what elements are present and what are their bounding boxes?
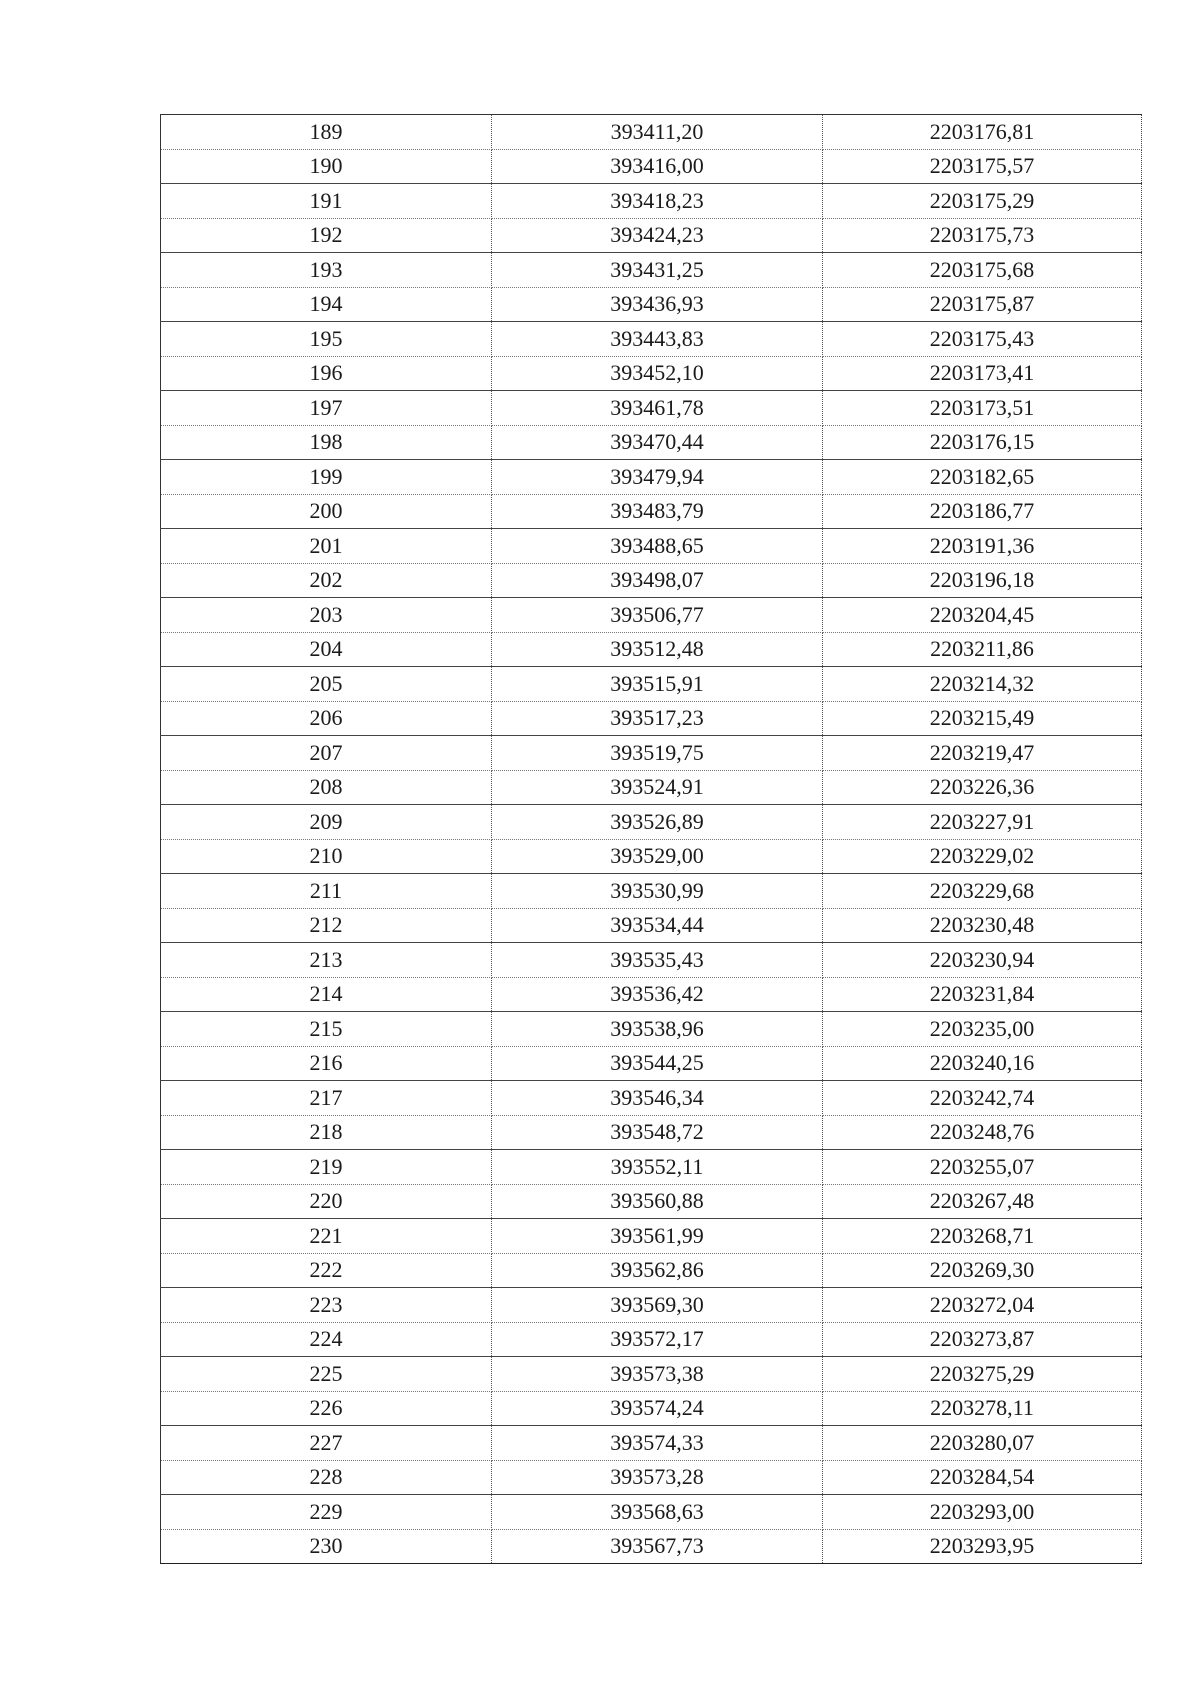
point-number-cell: 211 — [161, 874, 492, 909]
x-coordinate-cell: 393416,00 — [492, 149, 823, 184]
x-coordinate-cell: 393479,94 — [492, 460, 823, 495]
y-coordinate-cell: 2203284,54 — [823, 1460, 1142, 1495]
y-coordinate-cell: 2203268,71 — [823, 1219, 1142, 1254]
x-coordinate-cell: 393569,30 — [492, 1288, 823, 1323]
point-number-cell: 228 — [161, 1460, 492, 1495]
table-row — [161, 701, 1142, 736]
x-coordinate-cell: 393534,44 — [492, 908, 823, 943]
point-number-cell: 215 — [161, 1012, 492, 1047]
point-number-cell: 226 — [161, 1391, 492, 1426]
table-row — [161, 598, 1142, 633]
point-number-cell: 203 — [161, 598, 492, 633]
table-row — [161, 1495, 1142, 1530]
point-number-cell: 216 — [161, 1046, 492, 1081]
table-row — [161, 149, 1142, 184]
y-coordinate-cell: 2203229,68 — [823, 874, 1142, 909]
x-coordinate-cell: 393561,99 — [492, 1219, 823, 1254]
point-number-cell: 195 — [161, 322, 492, 357]
y-coordinate-cell: 2203175,68 — [823, 253, 1142, 288]
point-number-cell: 192 — [161, 218, 492, 253]
y-coordinate-cell: 2203272,04 — [823, 1288, 1142, 1323]
x-coordinate-cell: 393418,23 — [492, 184, 823, 219]
table-row — [161, 1081, 1142, 1116]
x-coordinate-cell: 393443,83 — [492, 322, 823, 357]
y-coordinate-cell: 2203275,29 — [823, 1357, 1142, 1392]
point-number-cell: 223 — [161, 1288, 492, 1323]
y-coordinate-cell: 2203175,29 — [823, 184, 1142, 219]
y-coordinate-cell: 2203175,43 — [823, 322, 1142, 357]
table-row — [161, 839, 1142, 874]
point-number-cell: 204 — [161, 632, 492, 667]
point-number-cell: 201 — [161, 529, 492, 564]
point-number-cell: 202 — [161, 563, 492, 598]
point-number-cell: 230 — [161, 1529, 492, 1564]
y-coordinate-cell: 2203214,32 — [823, 667, 1142, 702]
x-coordinate-cell: 393529,00 — [492, 839, 823, 874]
x-coordinate-cell: 393424,23 — [492, 218, 823, 253]
x-coordinate-cell: 393536,42 — [492, 977, 823, 1012]
y-coordinate-cell: 2203273,87 — [823, 1322, 1142, 1357]
table-row — [161, 1322, 1142, 1357]
point-number-cell: 220 — [161, 1184, 492, 1219]
point-number-cell: 229 — [161, 1495, 492, 1530]
y-coordinate-cell: 2203175,57 — [823, 149, 1142, 184]
y-coordinate-cell: 2203173,51 — [823, 391, 1142, 426]
y-coordinate-cell: 2203230,48 — [823, 908, 1142, 943]
point-number-cell: 208 — [161, 770, 492, 805]
table-row — [161, 770, 1142, 805]
y-coordinate-cell: 2203293,00 — [823, 1495, 1142, 1530]
point-number-cell: 222 — [161, 1253, 492, 1288]
point-number-cell: 194 — [161, 287, 492, 322]
x-coordinate-cell: 393573,28 — [492, 1460, 823, 1495]
table-row — [161, 115, 1142, 150]
x-coordinate-cell: 393515,91 — [492, 667, 823, 702]
y-coordinate-cell: 2203215,49 — [823, 701, 1142, 736]
y-coordinate-cell: 2203182,65 — [823, 460, 1142, 495]
table-row — [161, 1115, 1142, 1150]
table-row — [161, 1012, 1142, 1047]
table-row — [161, 1046, 1142, 1081]
y-coordinate-cell: 2203176,15 — [823, 425, 1142, 460]
y-coordinate-cell: 2203231,84 — [823, 977, 1142, 1012]
x-coordinate-cell: 393574,33 — [492, 1426, 823, 1461]
point-number-cell: 196 — [161, 356, 492, 391]
x-coordinate-cell: 393552,11 — [492, 1150, 823, 1185]
table-row — [161, 287, 1142, 322]
coordinates-table — [160, 114, 1142, 1564]
table-row — [161, 977, 1142, 1012]
y-coordinate-cell: 2203269,30 — [823, 1253, 1142, 1288]
x-coordinate-cell: 393431,25 — [492, 253, 823, 288]
y-coordinate-cell: 2203211,86 — [823, 632, 1142, 667]
point-number-cell: 224 — [161, 1322, 492, 1357]
y-coordinate-cell: 2203191,36 — [823, 529, 1142, 564]
table-row — [161, 1288, 1142, 1323]
point-number-cell: 198 — [161, 425, 492, 460]
x-coordinate-cell: 393411,20 — [492, 115, 823, 150]
table-row — [161, 184, 1142, 219]
point-number-cell: 212 — [161, 908, 492, 943]
y-coordinate-cell: 2203173,41 — [823, 356, 1142, 391]
point-number-cell: 217 — [161, 1081, 492, 1116]
y-coordinate-cell: 2203186,77 — [823, 494, 1142, 529]
y-coordinate-cell: 2203230,94 — [823, 943, 1142, 978]
table-row — [161, 322, 1142, 357]
y-coordinate-cell: 2203242,74 — [823, 1081, 1142, 1116]
table-row — [161, 1391, 1142, 1426]
table-row — [161, 1219, 1142, 1254]
table-row — [161, 874, 1142, 909]
point-number-cell: 218 — [161, 1115, 492, 1150]
x-coordinate-cell: 393572,17 — [492, 1322, 823, 1357]
table-row — [161, 805, 1142, 840]
point-number-cell: 213 — [161, 943, 492, 978]
table-row — [161, 460, 1142, 495]
x-coordinate-cell: 393436,93 — [492, 287, 823, 322]
y-coordinate-cell: 2203229,02 — [823, 839, 1142, 874]
y-coordinate-cell: 2203226,36 — [823, 770, 1142, 805]
y-coordinate-cell: 2203267,48 — [823, 1184, 1142, 1219]
y-coordinate-cell: 2203204,45 — [823, 598, 1142, 633]
y-coordinate-cell: 2203293,95 — [823, 1529, 1142, 1564]
table-row — [161, 1184, 1142, 1219]
table-row — [161, 253, 1142, 288]
table-row — [161, 1357, 1142, 1392]
table-row — [161, 908, 1142, 943]
point-number-cell: 209 — [161, 805, 492, 840]
y-coordinate-cell: 2203255,07 — [823, 1150, 1142, 1185]
table-row — [161, 667, 1142, 702]
point-number-cell: 206 — [161, 701, 492, 736]
x-coordinate-cell: 393452,10 — [492, 356, 823, 391]
x-coordinate-cell: 393546,34 — [492, 1081, 823, 1116]
x-coordinate-cell: 393535,43 — [492, 943, 823, 978]
point-number-cell: 207 — [161, 736, 492, 771]
x-coordinate-cell: 393517,23 — [492, 701, 823, 736]
point-number-cell: 191 — [161, 184, 492, 219]
point-number-cell: 210 — [161, 839, 492, 874]
x-coordinate-cell: 393461,78 — [492, 391, 823, 426]
point-number-cell: 200 — [161, 494, 492, 529]
y-coordinate-cell: 2203240,16 — [823, 1046, 1142, 1081]
point-number-cell: 205 — [161, 667, 492, 702]
point-number-cell: 219 — [161, 1150, 492, 1185]
x-coordinate-cell: 393470,44 — [492, 425, 823, 460]
table-row — [161, 1253, 1142, 1288]
table-row — [161, 632, 1142, 667]
coordinates-table-body — [161, 115, 1142, 1564]
x-coordinate-cell: 393567,73 — [492, 1529, 823, 1564]
x-coordinate-cell: 393568,63 — [492, 1495, 823, 1530]
table-row — [161, 1150, 1142, 1185]
y-coordinate-cell: 2203219,47 — [823, 736, 1142, 771]
x-coordinate-cell: 393548,72 — [492, 1115, 823, 1150]
point-number-cell: 214 — [161, 977, 492, 1012]
x-coordinate-cell: 393530,99 — [492, 874, 823, 909]
y-coordinate-cell: 2203248,76 — [823, 1115, 1142, 1150]
x-coordinate-cell: 393560,88 — [492, 1184, 823, 1219]
point-number-cell: 221 — [161, 1219, 492, 1254]
y-coordinate-cell: 2203175,87 — [823, 287, 1142, 322]
x-coordinate-cell: 393498,07 — [492, 563, 823, 598]
x-coordinate-cell: 393526,89 — [492, 805, 823, 840]
x-coordinate-cell: 393574,24 — [492, 1391, 823, 1426]
table-row — [161, 943, 1142, 978]
x-coordinate-cell: 393483,79 — [492, 494, 823, 529]
point-number-cell: 225 — [161, 1357, 492, 1392]
table-row — [161, 1460, 1142, 1495]
table-row — [161, 391, 1142, 426]
table-row — [161, 425, 1142, 460]
y-coordinate-cell: 2203235,00 — [823, 1012, 1142, 1047]
table-row — [161, 563, 1142, 598]
x-coordinate-cell: 393562,86 — [492, 1253, 823, 1288]
y-coordinate-cell: 2203280,07 — [823, 1426, 1142, 1461]
x-coordinate-cell: 393573,38 — [492, 1357, 823, 1392]
table-row — [161, 529, 1142, 564]
table-row — [161, 1529, 1142, 1564]
table-row — [161, 736, 1142, 771]
y-coordinate-cell: 2203278,11 — [823, 1391, 1142, 1426]
table-row — [161, 494, 1142, 529]
x-coordinate-cell: 393544,25 — [492, 1046, 823, 1081]
point-number-cell: 189 — [161, 115, 492, 150]
table-row — [161, 356, 1142, 391]
y-coordinate-cell: 2203227,91 — [823, 805, 1142, 840]
table-row — [161, 218, 1142, 253]
point-number-cell: 227 — [161, 1426, 492, 1461]
point-number-cell: 193 — [161, 253, 492, 288]
y-coordinate-cell: 2203175,73 — [823, 218, 1142, 253]
point-number-cell: 197 — [161, 391, 492, 426]
point-number-cell: 190 — [161, 149, 492, 184]
x-coordinate-cell: 393488,65 — [492, 529, 823, 564]
x-coordinate-cell: 393512,48 — [492, 632, 823, 667]
y-coordinate-cell: 2203176,81 — [823, 115, 1142, 150]
x-coordinate-cell: 393506,77 — [492, 598, 823, 633]
x-coordinate-cell: 393519,75 — [492, 736, 823, 771]
y-coordinate-cell: 2203196,18 — [823, 563, 1142, 598]
x-coordinate-cell: 393524,91 — [492, 770, 823, 805]
point-number-cell: 199 — [161, 460, 492, 495]
table-row — [161, 1426, 1142, 1461]
x-coordinate-cell: 393538,96 — [492, 1012, 823, 1047]
